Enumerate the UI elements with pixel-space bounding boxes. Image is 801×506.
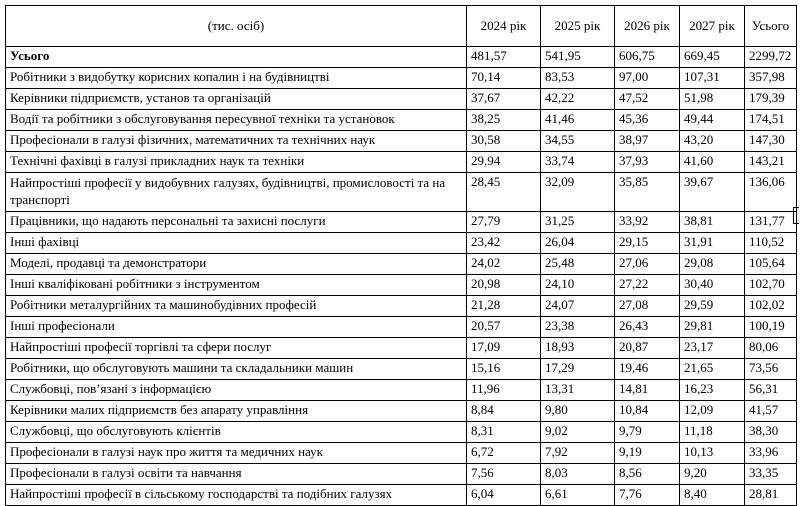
value-total-cell: 33,96 (745, 443, 797, 464)
value-2025-cell: 41,46 (541, 110, 615, 131)
value-2027-cell: 21,65 (680, 359, 745, 380)
table-row (6, 296, 797, 317)
occupation-name-cell: Службовці, пов’язані з інформацією (6, 380, 467, 401)
table-row (6, 131, 797, 152)
value-2027-cell: 39,67 (680, 173, 745, 212)
value-2026-cell: 45,36 (615, 110, 680, 131)
table-row (6, 110, 797, 131)
value-2025-cell: 26,04 (541, 233, 615, 254)
value-2024-cell: 21,28 (467, 296, 541, 317)
occupation-name-cell: Інші професіонали (6, 317, 467, 338)
value-2025-cell: 31,25 (541, 212, 615, 233)
value-total-cell: 174,51 (745, 110, 797, 131)
value-2026-cell: 9,79 (615, 422, 680, 443)
value-2026-cell: 14,81 (615, 380, 680, 401)
value-2026-cell: 47,52 (615, 89, 680, 110)
column-header-2027: 2027 рік (680, 6, 745, 47)
value-total-cell: 28,81 (745, 485, 797, 506)
value-2027-cell: 9,20 (680, 464, 745, 485)
value-2026-cell: 7,76 (615, 485, 680, 506)
value-2026-cell: 606,75 (615, 47, 680, 68)
table-row (6, 275, 797, 296)
occupation-name-cell: Професіонали в галузі освіти та навчання (6, 464, 467, 485)
value-2024-cell: 8,31 (467, 422, 541, 443)
value-2026-cell: 97,00 (615, 68, 680, 89)
value-2025-cell: 7,92 (541, 443, 615, 464)
value-2026-cell: 20,87 (615, 338, 680, 359)
value-2025-cell: 32,09 (541, 173, 615, 212)
occupation-name-cell: Інші фахівці (6, 233, 467, 254)
value-total-cell: 179,39 (745, 89, 797, 110)
value-total-cell: 147,30 (745, 131, 797, 152)
value-2025-cell: 8,03 (541, 464, 615, 485)
value-2024-cell: 38,25 (467, 110, 541, 131)
value-2027-cell: 10,13 (680, 443, 745, 464)
value-total-cell: 80,06 (745, 338, 797, 359)
table-row (6, 422, 797, 443)
occupation-name-cell: Водії та робітники з обслуговування пересувної техніки та установок (6, 110, 467, 131)
value-total-cell: 33,35 (745, 464, 797, 485)
occupation-forecast-table (5, 5, 797, 506)
value-2025-cell: 541,95 (541, 47, 615, 68)
column-header-total: Усього (745, 6, 797, 47)
value-2024-cell: 481,57 (467, 47, 541, 68)
occupation-name-cell: Найпростіші професії в сільському господарстві та подібних галузях (6, 485, 467, 506)
table-row (6, 338, 797, 359)
value-2024-cell: 15,16 (467, 359, 541, 380)
value-total-cell: 102,02 (745, 296, 797, 317)
value-2025-cell: 83,53 (541, 68, 615, 89)
value-2024-cell: 37,67 (467, 89, 541, 110)
value-2027-cell: 29,81 (680, 317, 745, 338)
table-row (6, 401, 797, 422)
table-row (6, 485, 797, 506)
occupation-name-cell: Інші кваліфіковані робітники з інструментом (6, 275, 467, 296)
occupation-name-cell: Професіонали в галузі наук про життя та медичних наук (6, 443, 467, 464)
value-total-cell: 105,64 (745, 254, 797, 275)
table-row (6, 254, 797, 275)
unit-header: (тис. осіб) (6, 6, 467, 47)
value-2026-cell: 29,15 (615, 233, 680, 254)
value-2027-cell: 107,31 (680, 68, 745, 89)
occupation-name-cell: Усього (6, 47, 467, 68)
value-2025-cell: 25,48 (541, 254, 615, 275)
value-2025-cell: 6,61 (541, 485, 615, 506)
value-2027-cell: 38,81 (680, 212, 745, 233)
value-2024-cell: 11,96 (467, 380, 541, 401)
value-total-cell: 2299,72 (745, 47, 797, 68)
occupation-name-cell: Моделі, продавці та демонстратори (6, 254, 467, 275)
value-2025-cell: 23,38 (541, 317, 615, 338)
value-2025-cell: 24,07 (541, 296, 615, 317)
value-2024-cell: 7,56 (467, 464, 541, 485)
table-header-row (6, 6, 797, 47)
value-2024-cell: 28,45 (467, 173, 541, 212)
value-total-cell: 357,98 (745, 68, 797, 89)
value-2025-cell: 33,74 (541, 152, 615, 173)
value-2026-cell: 33,92 (615, 212, 680, 233)
value-2026-cell: 27,08 (615, 296, 680, 317)
value-2024-cell: 30,58 (467, 131, 541, 152)
value-2026-cell: 26,43 (615, 317, 680, 338)
occupation-name-cell: Найпростіші професії торгівлі та сфери послуг (6, 338, 467, 359)
column-header-2026: 2026 рік (615, 6, 680, 47)
value-2026-cell: 8,56 (615, 464, 680, 485)
table-body (6, 47, 797, 506)
value-total-cell: 102,70 (745, 275, 797, 296)
value-2027-cell: 43,20 (680, 131, 745, 152)
table-row (6, 89, 797, 110)
value-2024-cell: 27,79 (467, 212, 541, 233)
table-row (6, 233, 797, 254)
table-row (6, 317, 797, 338)
value-2026-cell: 9,19 (615, 443, 680, 464)
value-total-cell: 136,06 (745, 173, 797, 212)
value-2027-cell: 16,23 (680, 380, 745, 401)
value-2024-cell: 20,98 (467, 275, 541, 296)
table-row (6, 68, 797, 89)
value-2027-cell: 31,91 (680, 233, 745, 254)
occupation-name-cell: Робітники з видобутку корисних копалин і на будівництві (6, 68, 467, 89)
value-2024-cell: 6,72 (467, 443, 541, 464)
occupation-name-cell: Робітники, що обслуговують машини та складальники машин (6, 359, 467, 380)
table-row (6, 443, 797, 464)
value-2025-cell: 9,02 (541, 422, 615, 443)
value-total-cell: 41,57 (745, 401, 797, 422)
table-row (6, 464, 797, 485)
value-2024-cell: 6,04 (467, 485, 541, 506)
value-total-cell: 100,19 (745, 317, 797, 338)
value-2024-cell: 24,02 (467, 254, 541, 275)
value-2027-cell: 8,40 (680, 485, 745, 506)
value-2025-cell: 34,55 (541, 131, 615, 152)
value-2025-cell: 9,80 (541, 401, 615, 422)
value-2027-cell: 51,98 (680, 89, 745, 110)
table-row-total (6, 47, 797, 68)
value-2027-cell: 41,60 (680, 152, 745, 173)
value-2024-cell: 20,57 (467, 317, 541, 338)
value-2026-cell: 27,06 (615, 254, 680, 275)
value-2025-cell: 13,31 (541, 380, 615, 401)
value-2026-cell: 38,97 (615, 131, 680, 152)
value-2025-cell: 42,22 (541, 89, 615, 110)
value-2025-cell: 18,93 (541, 338, 615, 359)
value-total-cell: 131,77 (745, 212, 797, 233)
occupation-name-cell: Працівники, що надають персональні та захисні послуги (6, 212, 467, 233)
value-2026-cell: 35,85 (615, 173, 680, 212)
value-2024-cell: 23,42 (467, 233, 541, 254)
value-2027-cell: 29,59 (680, 296, 745, 317)
value-2026-cell: 27,22 (615, 275, 680, 296)
value-2027-cell: 669,45 (680, 47, 745, 68)
occupation-name-cell: Професіонали в галузі фізичних, математичних та технічних наук (6, 131, 467, 152)
occupation-name-cell: Технічні фахівці в галузі прикладних наук та техніки (6, 152, 467, 173)
occupation-name-cell: Найпростіші професії у видобувних галузях, будівництві, промисловості та на транспорті (6, 173, 467, 212)
table-row (6, 380, 797, 401)
value-2027-cell: 12,09 (680, 401, 745, 422)
value-2027-cell: 29,08 (680, 254, 745, 275)
occupation-name-cell: Службовці, що обслуговують клієнтів (6, 422, 467, 443)
value-2024-cell: 29,94 (467, 152, 541, 173)
value-2027-cell: 23,17 (680, 338, 745, 359)
value-2026-cell: 19,46 (615, 359, 680, 380)
occupation-name-cell: Робітники металургійних та машинобудівних професій (6, 296, 467, 317)
value-2025-cell: 17,29 (541, 359, 615, 380)
value-2027-cell: 30,40 (680, 275, 745, 296)
column-header-2024: 2024 рік (467, 6, 541, 47)
value-total-cell: 143,21 (745, 152, 797, 173)
value-total-cell: 38,30 (745, 422, 797, 443)
table-row (6, 152, 797, 173)
cell-selection-marker (793, 207, 799, 224)
column-header-2025: 2025 рік (541, 6, 615, 47)
value-2025-cell: 24,10 (541, 275, 615, 296)
table-row (6, 212, 797, 233)
value-2026-cell: 10,84 (615, 401, 680, 422)
value-2024-cell: 70,14 (467, 68, 541, 89)
value-2026-cell: 37,93 (615, 152, 680, 173)
value-total-cell: 73,56 (745, 359, 797, 380)
value-2027-cell: 11,18 (680, 422, 745, 443)
occupation-name-cell: Керівники підприємств, установ та організацій (6, 89, 467, 110)
value-2024-cell: 8,84 (467, 401, 541, 422)
value-total-cell: 56,31 (745, 380, 797, 401)
table-row (6, 359, 797, 380)
occupation-name-cell: Керівники малих підприємств без апарату управління (6, 401, 467, 422)
value-total-cell: 110,52 (745, 233, 797, 254)
table-row (6, 173, 797, 212)
value-2024-cell: 17,09 (467, 338, 541, 359)
value-2027-cell: 49,44 (680, 110, 745, 131)
